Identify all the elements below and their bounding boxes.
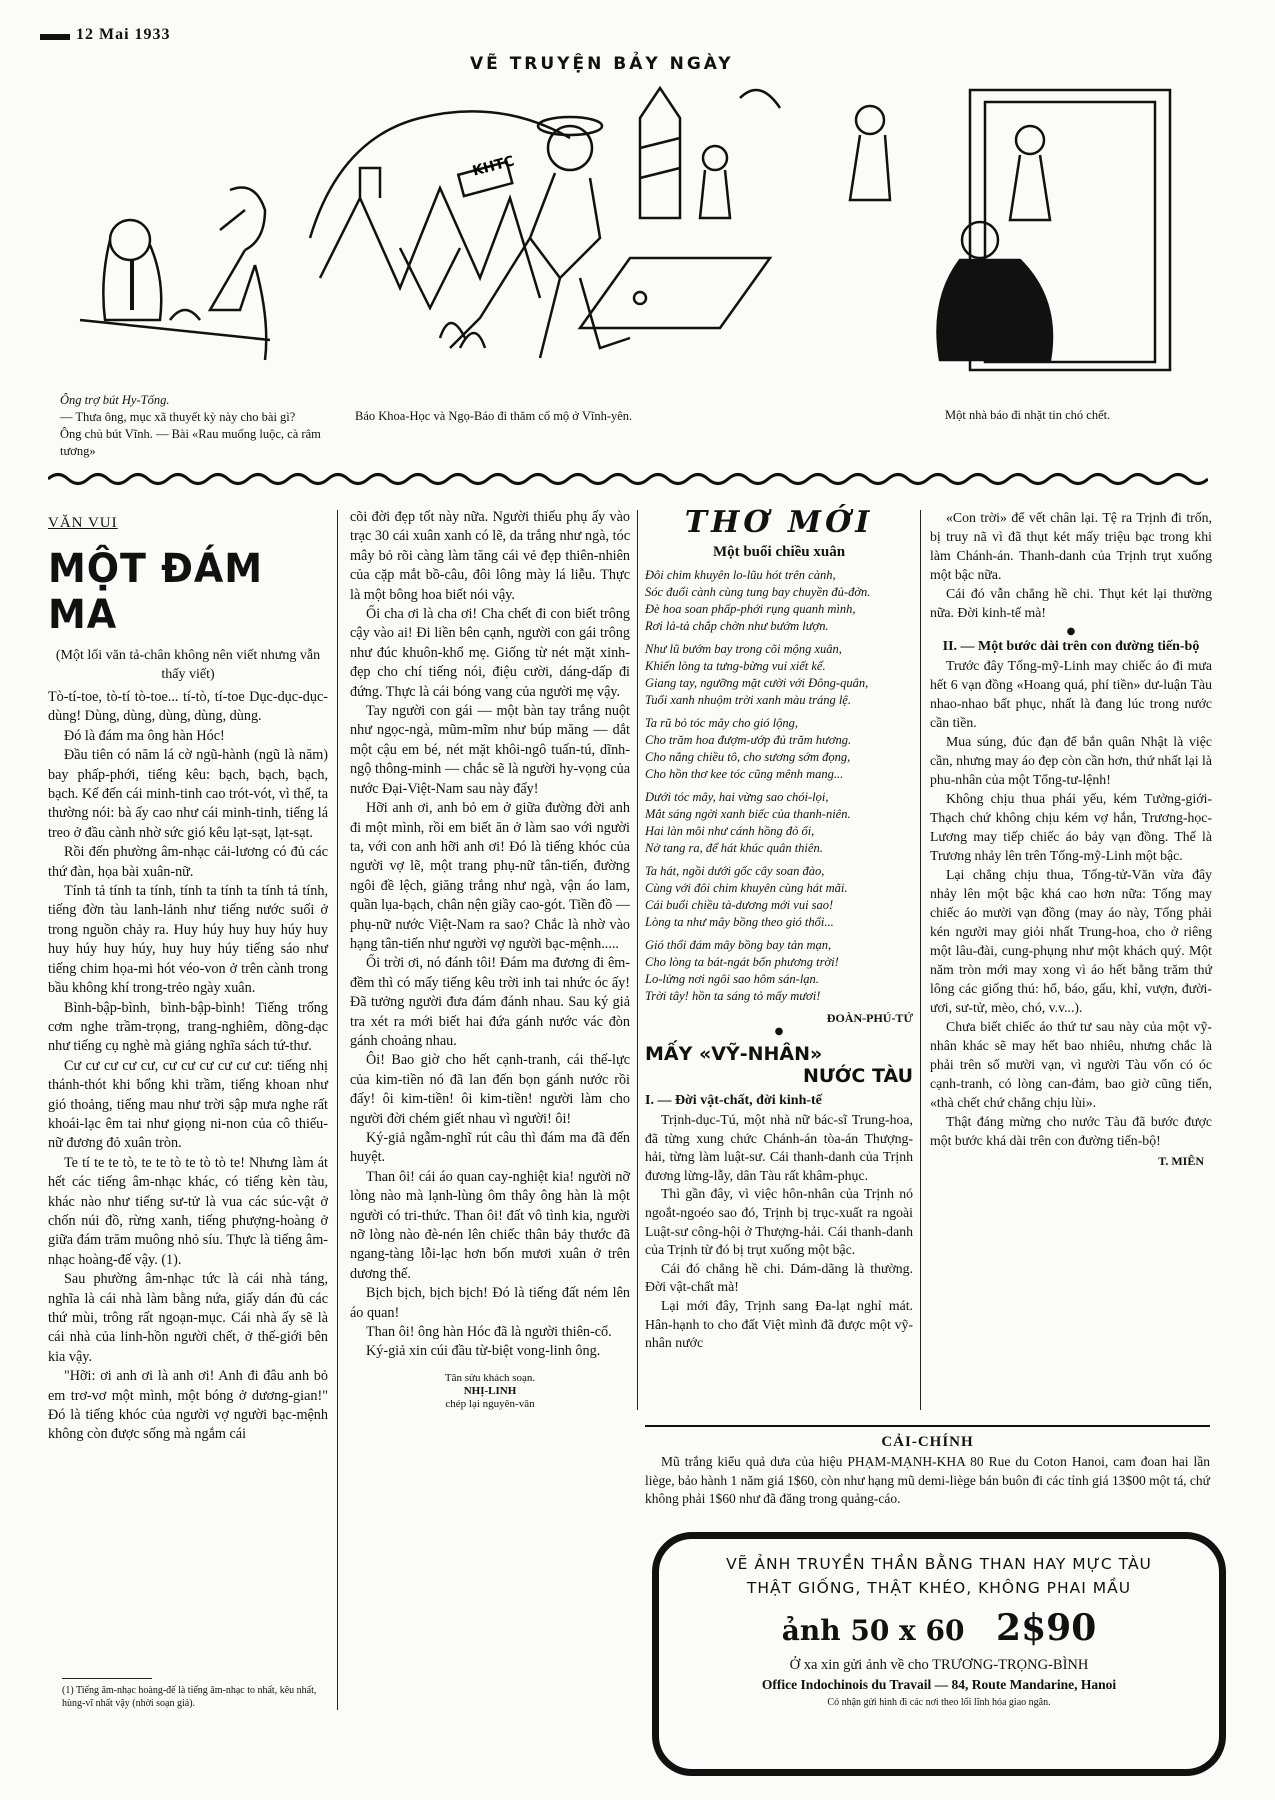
paragraph: Te tí te te tò, te te tò te tò tò te! Nhưng làm át hết các tiếng âm-nhạc khác, có tiếng kèn tàu, khác nào như tiếng sư-tử là vua các súc-vật ở chốn núi đồ, rừng xanh, tiếng phượng-hoàng ở giữa đám trăm muông nhỏ síu. Thực là tiếng âm-nhạc hoàng-đế vậy. (1). — [48, 1154, 328, 1268]
poem-line: Sóc đuổi cành cùng tung bay chuyền đủ-đởn. — [645, 585, 871, 599]
poem-stanza — [645, 715, 913, 783]
paragraph: Đó là đám ma ông hàn Hóc! — [64, 727, 225, 744]
article-title-vy-nhan: MẤY «VỸ-NHÂN» — [645, 1043, 823, 1065]
poem-section-title: THƠ MỚI — [684, 505, 874, 540]
paragraph: Bình-bập-bình, bình-bập-bình! Tiếng trống cơm nghe trầm-trọng, trang-nghiêm, dõng-dạc như tiếng cụ nghè mà giảng nghĩa sách tứ-thư. — [48, 999, 328, 1055]
section-kicker: VĂN VUI — [48, 515, 118, 531]
paragraph: Cư cư cư cư cư, cư cư cư cư cư cư: tiếng nhị thánh-thót khi bổng khi trầm, tiếng khoan như gió thoảng, tiếng mau như trời sập mưa nghe rất khoái-lạc êm tai như giọng ni-non của cô thiếu-nữ đương đỏ xuân tròn. — [48, 1057, 328, 1152]
poem-line: Nở tang ra, để hát khúc quân thiên. — [645, 841, 823, 855]
ad-line-6: Có nhận gửi hình đi các nơi theo lối lĩnh hóa giao ngân. — [827, 1697, 1051, 1708]
paragraph: Ký-giả ngẫm-nghĩ rút câu thì đám ma đã đến huyệt. — [350, 1130, 630, 1166]
poem-line: Cùng với đôi chim khuyên cùng hát mãi. — [645, 881, 848, 895]
poem-line: Cho trăm hoa đượm-ướp đủ trăm hương. — [645, 733, 852, 747]
poem-line: Khiến lòng ta tưng-bừng vui xiết kể. — [645, 659, 826, 673]
paragraph: Cái đó chẳng hề chi. Dám-dãng là thường. Đời vật-chất mà! — [645, 1260, 913, 1295]
poem-line: Cho nắng chiều tô, cho sương sớm đọng, — [645, 750, 851, 764]
column-rule — [637, 510, 638, 1410]
paragraph: Than ôi! cái áo quan cay-nghiệt kia! người nỡ lòng nào mà lạnh-lùng ôm thây ông hàn là một người có tri-thức. Than ôi! đất vô tình kia, người nỡ lòng nào đè-nén lên chiếc thân bảy thước đã ngang-tàng lỗi-lạc hơn bốn mươi xuân ở trên dương thế. — [350, 1168, 630, 1282]
paragraph: Tính tả tính ta tính, tính ta tính ta tính tả tính, tiếng đờn tàu lanh-lảnh như tiếng nước suối ở trong nguồn chảy ra. Huy húy huy huy húy huy huy húy huy húy, huy huy húy tiếng sáo như tiếng chim họa-mi hót véo-von ở trên cành trong bầu không khí trong-trẻo ngày xuân. — [48, 883, 328, 997]
poem-stanza — [645, 789, 913, 857]
poem-line: Ta rũ bỏ tóc mây cho gió lộng, — [645, 716, 799, 730]
poem-line: Tuổi xanh nhuộm trời xanh màu tráng lệ. — [645, 693, 851, 707]
poem-line: Cái buổi chiều tà-dương mới vui sao! — [645, 898, 834, 912]
comic-panel-grave-visit — [300, 78, 800, 398]
poem-line: Đè hoa soan phấp-phới rụng quanh mình, — [645, 602, 856, 616]
wavy-divider — [48, 470, 1208, 488]
ad-size-label: ảnh 50 x 60 — [781, 1614, 965, 1647]
header-rule — [40, 34, 70, 40]
poem-line: Ta hát, ngồi dưới gốc cây soan đào, — [645, 864, 825, 878]
section-heading-2: II. — Một bước dài trên con đường tiến-bộ — [942, 639, 1200, 654]
poem-line: Gió thổi đám mây bồng bay tản mạn, — [645, 938, 832, 952]
author-signature — [350, 1372, 630, 1411]
paragraph: Ối trời ơi, nó đánh tôi! Đám ma đương đi êm-đềm thì có mấy tiếng kêu trời inh tai nhức óc ấy! Đã tưởng người đưa đám đánh nhau. Sau ký giả tra xét ra mới biết hai đứa gánh nước vác đòn gánh choảng nhau. — [350, 955, 630, 1049]
poem-line: Hai làn môi như cánh hồng đỏ ối, — [645, 824, 815, 838]
poem-line: Rơi lả-tả chắp chờn như bướm lượn. — [645, 619, 829, 633]
comic-sign-text: KHTC — [470, 153, 517, 180]
poem-line: Như lũ bướm bay trong cõi mộng xuân, — [645, 642, 842, 656]
comic-caption-1 — [60, 392, 330, 460]
signature-line-3: chép lại nguyên-văn — [445, 1397, 535, 1410]
paragraph: Ối cha ơi là cha ơi! Cha chết đi con biết trông cậy vào ai! Đi liền bên cạnh, người con gái trông như đúc khuôn-khổ mẹ. Giống từ nét mặt xinh-đẹp cho chí tiếng nói, điệu cười, dáng-dấp đi đứng. Thực là cái bóng vang của người mẹ vậy. — [350, 606, 630, 700]
notice-title: CẢI-CHÍNH — [881, 1434, 974, 1450]
notice-paragraph: Mũ trắng kiểu quả dưa của hiệu PHẠM-MẠNH-KHA 80 Rue du Coton Hanoi, cam đoan hai lần liège, bảo hành 1 năm giá 1$60, còn như hạng mũ demi-liège bán buôn đi các tỉnh giá 13$00 một tá, chứ không phải 1$60 như đã đăng trong quảng-cáo. — [645, 1454, 1210, 1506]
poem-stanza — [645, 567, 913, 635]
paragraph: Chưa biết chiếc áo thứ tư sau này của một vỹ-nhân khác sẽ may hết bao nhiêu, nhưng chắc là phải trên số mười vạn, vì người Tàu vốn có óc cạnh-tranh, có lòng can-đảm, bao giờ cũng tiến, «thà chết chứ chẳng chịu lùi». — [930, 1019, 1212, 1110]
paragraph: Ký-giả xin cúi đầu từ-biệt vong-linh ông. — [366, 1343, 601, 1360]
paragraph: Mua súng, đúc đạn để bắn quân Nhật là việc cần, nhưng may áo đẹp còn cần hơn, thứ nhất lại là phu-nhân của một Tổng-tư-lệnh! — [930, 734, 1212, 787]
comic-title: VẼ TRUYỆN BẢY NGÀY — [470, 54, 734, 74]
poem-line: Lòng ta như mây bồng theo gió thổi... — [645, 915, 834, 929]
poem-title: Một buổi chiều xuân — [712, 544, 846, 560]
paragraph: Tò-tí-toe, tò-tí tò-toe... tí-tò, tí-toe Dục-dục-dục-dùng! Dùng, dùng, dùng, dùng, dùng. — [48, 689, 328, 725]
comic-panel-editor-office — [40, 170, 330, 370]
poem-body — [645, 567, 913, 1005]
ad-line-4: Ở xa xin gửi ảnh về cho TRƯƠNG-TRỌNG-BÌNH — [789, 1657, 1089, 1673]
paragraph: Rồi đến phường âm-nhạc cải-lương có đủ các thứ đàn, họa bài xuân-nữ. — [48, 844, 328, 880]
column-rule — [920, 510, 921, 1410]
caption-1-line-3: Ông chủ bút Vĩnh. — Bài «Rau muống luộc, cà râm tương» — [60, 427, 321, 458]
column-rule — [337, 510, 338, 1710]
ad-line-2: THẬT GIỐNG, THẬT KHÉO, KHÔNG PHAI MẦU — [746, 1579, 1132, 1597]
ad-price: 2$90 — [996, 1607, 1097, 1649]
paragraph: "Hỡi: ơi anh ơi là anh ơi! Anh đi đâu anh bỏ em trơ-vơ một mình, một bóng ở dương-gian!" Đó là tiếng khóc của người vợ người bạc-mệnh không còn được sống mà ngắm cái — [48, 1368, 328, 1443]
issue-date: 12 Mai 1933 — [76, 26, 171, 43]
poem-line: Lo-lửng nơi ngôi sao hôm sán-lạn. — [645, 972, 819, 986]
paragraph: Thì gần đây, vì việc hôn-nhân của Trịnh nó ngoắt-ngoéo sao đó, Trịnh bị trục-xuất ra ngoài Luật-sư công-hội ở Thượng-hải. Cái thanh-danh của Trịnh từ đó bị trụt xuống một bậc. — [645, 1186, 913, 1258]
signature-author: NHỊ-LINH — [463, 1384, 517, 1397]
footnote-rule — [62, 1678, 152, 1679]
paragraph: Sau phường âm-nhạc tức là cái nhà táng, nghĩa là cái nhà làm bằng nứa, giấy dán đủ các thứ mùi, trông rất ngoạn-mục. Cái nhà ấy sẽ là cái nhà của linh-hồn người chết, ở thế-giới bên kia vậy. — [48, 1271, 328, 1365]
paragraph: «Con trời» để vết chân lại. Tệ ra Trịnh đi trốn, bị truy nã vì đã thụt két mấy triệu bạc trong khi làm Chánh-án. Thanh-danh của Trịnh trụt xuống một bậc nữa. — [930, 510, 1212, 582]
bullet: ● — [1066, 626, 1076, 637]
article-continuation-right — [930, 508, 1212, 1169]
paragraph: Đầu tiên có năm lá cờ ngũ-hành (ngũ là năm) bay phấp-phới, tiếng kêu: bạch, bạch, bạch, bạch. Kế đến cái minh-tinh cao trót-vót, vì thế, ta thường nói: bà ấy cao như cái minh-tinh, tiếng lá treo ở đầu cành nhờ sức gió kêu lạt-sạt, lạt-sạt. — [48, 747, 328, 841]
paragraph: Hỡi anh ơi, anh bỏ em ở giữa đường đời anh đi một mình, rồi em biết ăn ở làm sao với người ta, với con anh hỡi anh ơi! Đó là tiếng khóc của người vợ lẽ, một trang phụ-nữ tân-tiến, đường ngôi đề lệch, giăng trắng như ngà, vận áo lam, quần lụa-bạch, chân nện giầy cao-gót. Tiền đồ — phụ-nữ nước Việt-Nam ra sao? Chắc là nhờ vào hạng tân-tiến như người vợ người bạc-mệnh..... — [350, 800, 630, 952]
bullet: ● — [774, 1026, 784, 1037]
paragraph: Trịnh-dục-Tú, một nhà nữ bác-sĩ Trung-hoa, đã từng xung chức Chánh-án tòa-án Thượng-hải, từng làm luật-sư. Cái thanh-danh của Trịnh đương lừng-lẫy, dân Tàu rất khâm-phục. — [645, 1112, 913, 1183]
ad-price-row — [659, 1607, 1219, 1649]
paragraph: cõi đời đẹp tốt này nữa. Người thiếu phụ ấy vào trạc 30 cái xuân xanh có lẽ, da trắng như ngà, tóc mây bỏ rõi càng làm tăng cái vẻ đẹp thiên-nhiên của cặp mắt bồ-câu, đôi lông mày lá liễu. Thực là một bông hoa biết nói vậy. — [350, 509, 630, 603]
article-continuation — [350, 508, 630, 1411]
ad-line-5: Office Indochinois du Travail — 84, Route Mandarine, Hanoi — [761, 1677, 1117, 1692]
paragraph: Lại chẳng chịu thua, Tống-tử-Văn vừa đây nhảy lên một bậc khá cao hơn nữa: Tống may chiếc áo mười vạn đồng (may áo này, Tống phải kén người may giỏi nhất Trung-hoa, cho ở riêng một lâu-đài, cung-phụng như một khách quý. Một năm tròn mới may xong vì áo hết bằng trăm thứ lông các giống thú: hổ, báo, gấu, khỉ, vượn, đười-ươi, sư-tử, mèo, chó, v.v...). — [930, 867, 1212, 1015]
footnote: (1) Tiếng âm-nhạc hoàng-đế là tiếng âm-nhạc to nhất, kêu nhất, hùng-vĩ nhất vậy (nhời soạn giả). — [62, 1685, 317, 1709]
paragraph: Than ôi! ông hàn Hóc đã là người thiên-cổ. — [366, 1324, 612, 1341]
paragraph: Cái đó vẫn chẳng hề chi. Thụt két lại thường nữa. Đời kinh-tế mà! — [930, 586, 1212, 620]
poem-line: Trời tây! hồn ta sáng tỏ mấy mươi! — [645, 989, 821, 1003]
poem-stanza — [645, 863, 913, 931]
paragraph: Thật đáng mừng cho nước Tàu đã bước được một bước khá dài trên con đường tiến-bộ! — [930, 1114, 1212, 1148]
paragraph: Ôi! Bao giờ cho hết cạnh-tranh, cái thế-lực của kim-tiền nó đã lan đến bọn gánh nước rồi đấy! ôi kim-tiền! ôi kim-tiền! người làm cho người đời chém giết nhau vì người! ôi! — [350, 1052, 630, 1127]
poem-line: Giang tay, ngưỡng mặt cười với Đông-quân, — [645, 676, 869, 690]
comic-caption-2: Báo Khoa-Học và Ngọ-Báo đi thăm cổ mộ ở Vĩnh-yên. — [355, 409, 633, 423]
article-title-nuoc-tau: NƯỚC TÀU — [803, 1065, 913, 1087]
notice-rule — [645, 1425, 1210, 1427]
poet-name: ĐOÀN-PHÚ-TỨ — [826, 1011, 913, 1025]
poem-stanza — [645, 641, 913, 709]
caption-1-line-1: Ông trợ bút Hy-Tống. — [60, 393, 170, 407]
section-heading-1: I. — Đời vật-chất, đời kinh-tế — [645, 1093, 822, 1108]
paragraph: Tay người con gái — một bàn tay trắng nuột như ngọc-ngà, mũm-mĩm như búp măng — dắt một cậu em bé, nét mặt khôi-ngô tuấn-tú, dĩnh-ngộ thông-minh — chắc sẽ là người hy-vọng của nước Đại-Việt-Nam sau này đấy! — [350, 703, 630, 797]
paragraph: Không chịu thua phái yếu, kém Tưởng-giới-Thạch chứ không chịu kém vợ hắn, Trương-học-Lương may tiếp chiếc áo bảy vạn đồng. Thế là Trương nhảy lên trên Tống-mỹ-Linh một bậc. — [930, 791, 1212, 863]
paragraph: Trước đây Tống-mỹ-Linh may chiếc áo đi mưa hết 6 vạn đồng «Hoang quá, phí tiền» dư-luận Tàu nhao-nhao bất phục, nhất là đang lúc trong nước cần tiền. — [930, 658, 1212, 730]
notice-text — [645, 1453, 1210, 1509]
poem-line: Đôi chim khuyên lo-lũu hót trên cành, — [645, 568, 836, 582]
poem-line: Mắt sáng ngời xanh biếc của thanh-niên. — [645, 807, 851, 821]
comic-panel-reporter — [830, 80, 1230, 380]
poem-line: Cho hồn thơ kee tóc cũng mênh mang... — [645, 767, 844, 781]
article-mot-dam-ma — [48, 515, 328, 1445]
ad-line-1: VẼ ẢNH TRUYỀN THẦN BẰNG THAN HAY MỰC TÀU — [726, 1555, 1152, 1573]
article-title: MỘT ĐÁM MA — [48, 546, 263, 638]
caption-1-line-2: — Thưa ông, mục xã thuyết kỳ này cho bài gì? — [60, 410, 296, 424]
signature-line-1: Tân sửu khách soạn. — [444, 1371, 536, 1384]
article-body — [48, 688, 328, 1445]
poem-stanza — [645, 937, 913, 1005]
poem-line: Cho lòng ta bát-ngát bốn phương trời! — [645, 955, 839, 969]
paragraph: Bịch bịch, bịch bịch! Đó là tiếng đất ném lên áo quan! — [350, 1285, 630, 1321]
portrait-advertisement — [652, 1532, 1226, 1776]
poem-section — [645, 505, 913, 1353]
poem-line: Dưới tóc mây, hai vừng sao chói-lọi, — [645, 790, 829, 804]
paragraph: Lại mới đây, Trịnh sang Đa-lạt nghỉ mát. Hân-hạnh to cho đất Việt mình đã được một vỹ-nhân nước — [645, 1297, 913, 1351]
correction-notice — [645, 1434, 1210, 1509]
author-signature: T. MIÊN — [1158, 1154, 1204, 1168]
article-subtitle: (Một lối văn tả-chân không nên viết nhưng vẫn thấy viết) — [55, 648, 321, 682]
comic-caption-3: Một nhà báo đi nhặt tin chó chết. — [945, 408, 1111, 422]
